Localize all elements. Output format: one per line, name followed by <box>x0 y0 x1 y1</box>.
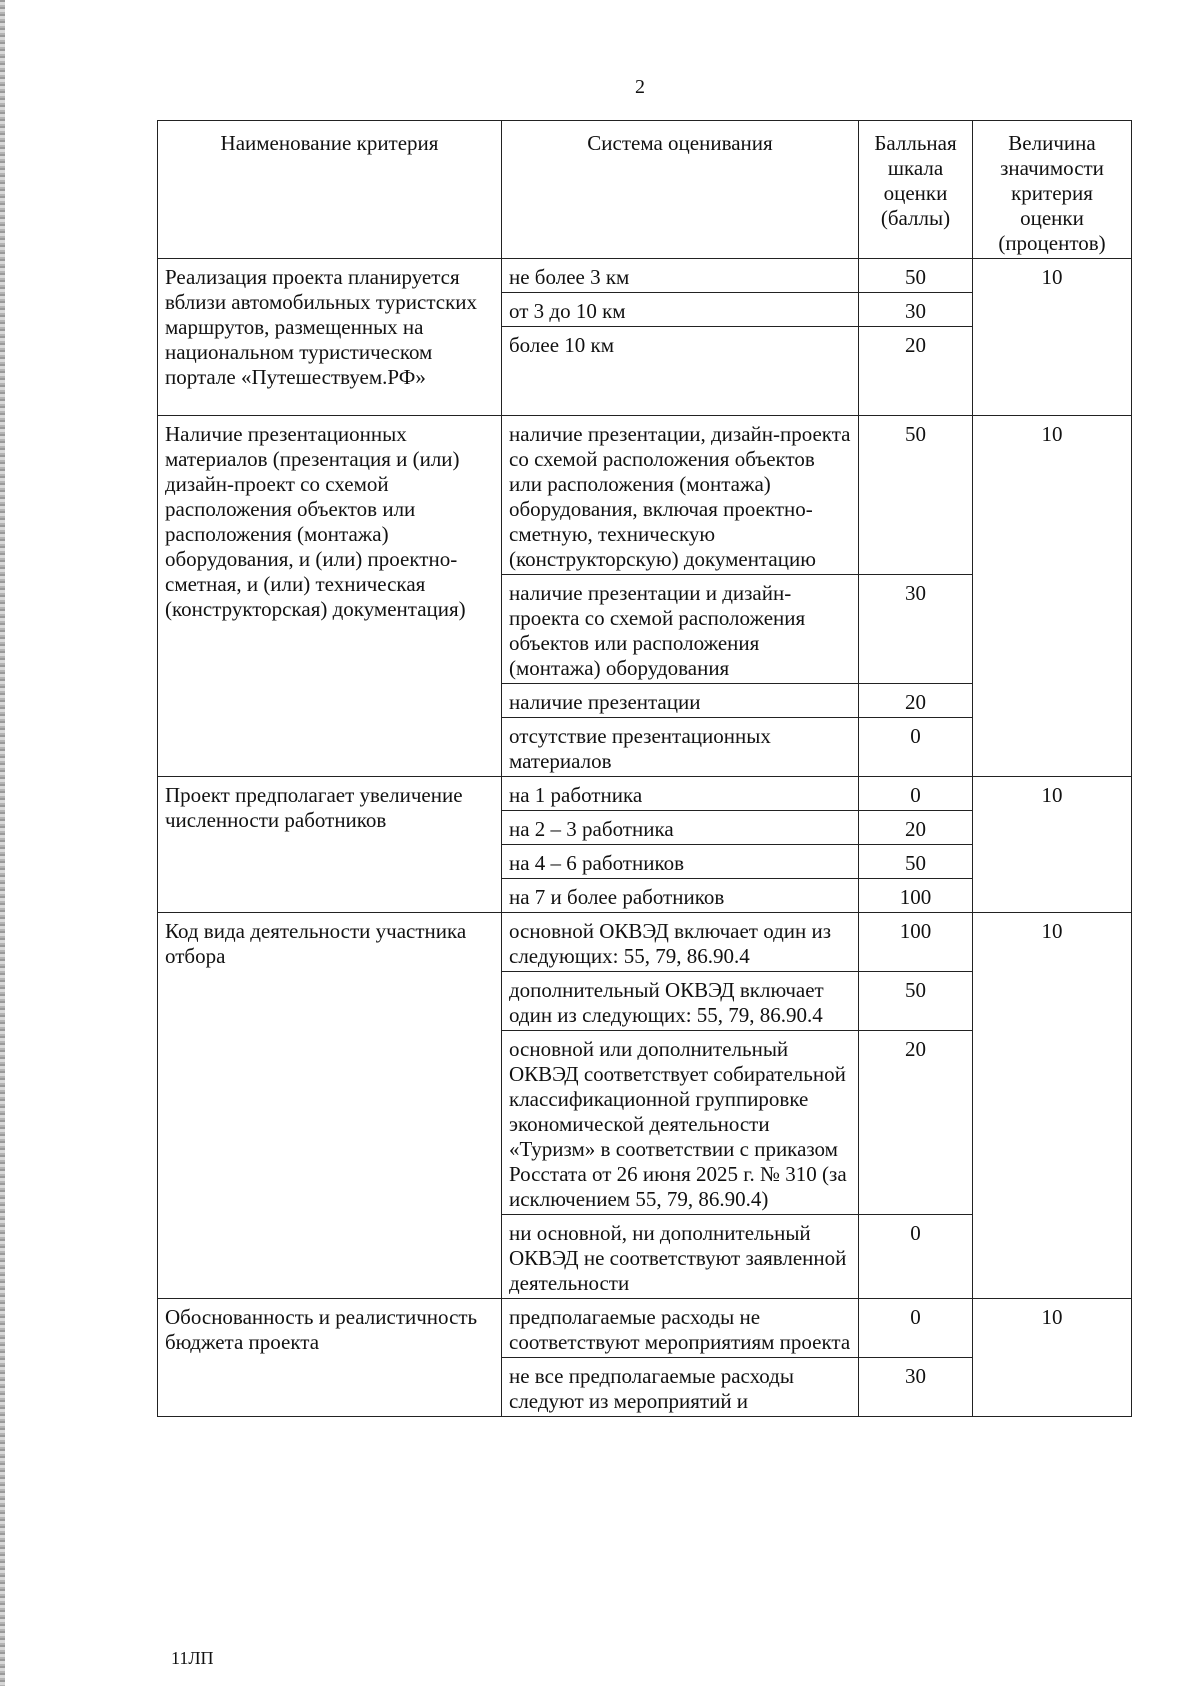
footer-code: 11ЛП <box>171 1648 214 1668</box>
option-score: 50 <box>859 259 973 293</box>
header-score: Балльная шкала оценки (баллы) <box>859 121 973 259</box>
option-score: 20 <box>859 684 973 718</box>
header-row <box>158 121 1132 259</box>
option-score: 100 <box>859 913 973 972</box>
option-score: 100 <box>859 879 973 913</box>
option-score: 50 <box>859 416 973 575</box>
option-score: 30 <box>859 575 973 684</box>
header-weight: Величина значимости критерия оценки (процентов) <box>973 121 1132 259</box>
option-text: основной или дополнительный ОКВЭД соответствует собирательной классификационной группировке экономической деятельности «Туризм» в соответствии с приказом Росстата от 26 июня 2025 г. № 310 (за исключением 55, 79, 86.90.4) <box>502 1031 859 1215</box>
criterion-weight: 10 <box>973 416 1132 777</box>
page-number: 2 <box>635 76 645 98</box>
table-row <box>158 1299 1132 1358</box>
option-text: на 2 – 3 работника <box>502 811 859 845</box>
option-text: не все предполагаемые расходы следуют из мероприятий и <box>502 1358 859 1417</box>
criteria-body <box>158 259 1132 1417</box>
option-score: 0 <box>859 718 973 777</box>
option-text: более 10 км <box>502 327 859 416</box>
scan-edge <box>0 0 5 1686</box>
criterion-name: Реализация проекта планируется вблизи автомобильных туристских маршрутов, размещенных на национальном туристическом портале «Путешествуем.РФ» <box>158 259 502 416</box>
criterion-name: Проект предполагает увеличение численности работников <box>158 777 502 913</box>
header-system: Система оценивания <box>502 121 859 259</box>
option-text: отсутствие презентационных материалов <box>502 718 859 777</box>
option-text: на 4 – 6 работников <box>502 845 859 879</box>
table-row <box>158 777 1132 811</box>
option-score: 30 <box>859 1358 973 1417</box>
table-row <box>158 913 1132 972</box>
criteria-table <box>157 120 1132 1417</box>
option-score: 50 <box>859 972 973 1031</box>
option-score: 30 <box>859 293 973 327</box>
option-text: не более 3 км <box>502 259 859 293</box>
option-score: 0 <box>859 777 973 811</box>
option-text: на 1 работника <box>502 777 859 811</box>
option-score: 50 <box>859 845 973 879</box>
criterion-weight: 10 <box>973 777 1132 913</box>
option-text: ни основной, ни дополнительный ОКВЭД не соответствуют заявленной деятельности <box>502 1215 859 1299</box>
criterion-weight: 10 <box>973 1299 1132 1417</box>
option-text: дополнительный ОКВЭД включает один из следующих: 55, 79, 86.90.4 <box>502 972 859 1031</box>
table-row <box>158 259 1132 293</box>
criterion-name: Обоснованность и реалистичность бюджета проекта <box>158 1299 502 1417</box>
option-score: 0 <box>859 1215 973 1299</box>
criterion-name: Наличие презентационных материалов (презентация и (или) дизайн-проект со схемой расположения объектов или расположения (монтажа) оборудования, и (или) проектно-сметная, и (или) техническая (конструкторская) документация) <box>158 416 502 777</box>
table-row <box>158 416 1132 575</box>
option-score: 0 <box>859 1299 973 1358</box>
criterion-name: Код вида деятельности участника отбора <box>158 913 502 1299</box>
option-text: основной ОКВЭД включает один из следующих: 55, 79, 86.90.4 <box>502 913 859 972</box>
option-score: 20 <box>859 811 973 845</box>
option-text: наличие презентации <box>502 684 859 718</box>
option-text: наличие презентации, дизайн-проекта со схемой расположения объектов или расположения (монтажа) оборудования, включая проектно-сметную, техническую (конструкторскую) документацию <box>502 416 859 575</box>
option-score: 20 <box>859 327 973 416</box>
criterion-weight: 10 <box>973 259 1132 416</box>
option-text: наличие презентации и дизайн-проекта со схемой расположения объектов или расположения (монтажа) оборудования <box>502 575 859 684</box>
option-text: от 3 до 10 км <box>502 293 859 327</box>
header-criterion: Наименование критерия <box>158 121 502 259</box>
option-text: предполагаемые расходы не соответствуют мероприятиям проекта <box>502 1299 859 1358</box>
option-score: 20 <box>859 1031 973 1215</box>
criterion-weight: 10 <box>973 913 1132 1299</box>
option-text: на 7 и более работников <box>502 879 859 913</box>
